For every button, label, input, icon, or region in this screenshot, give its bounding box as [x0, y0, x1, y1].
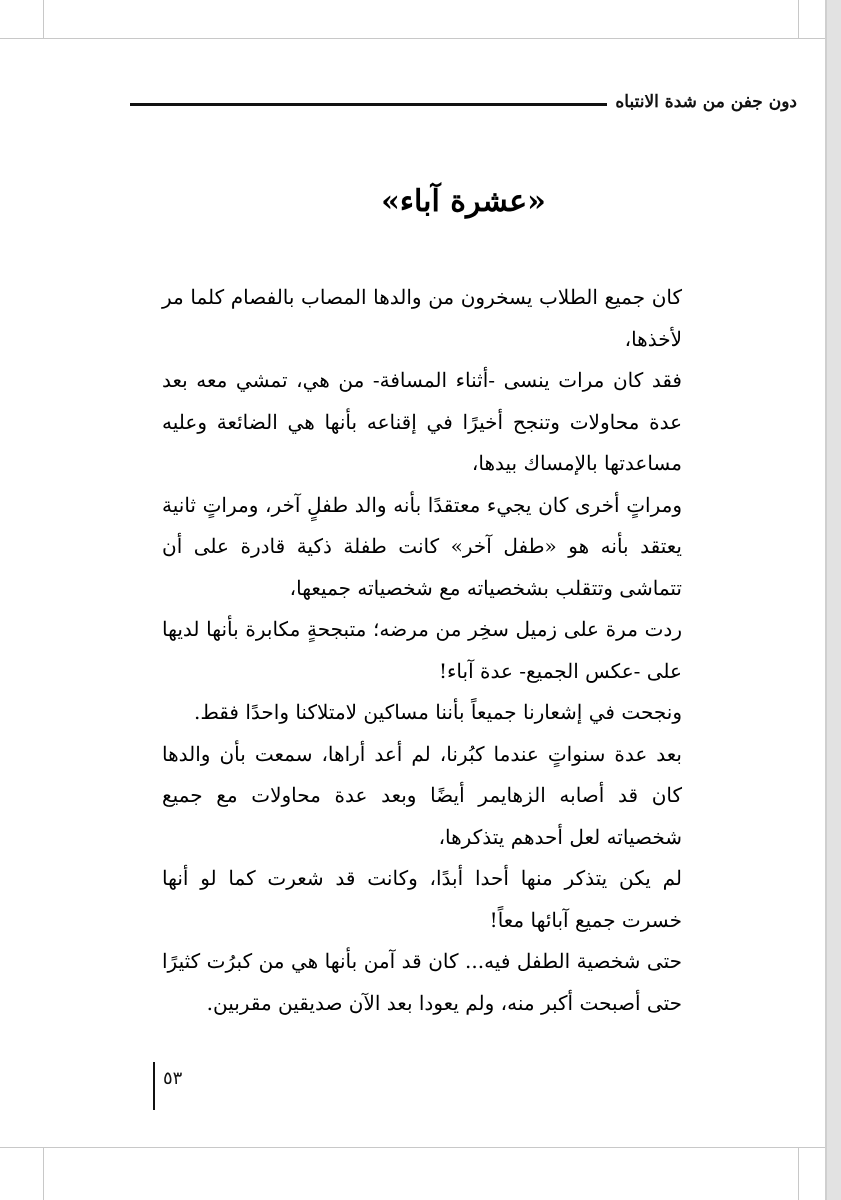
page-number: ٥٣	[163, 1068, 183, 1089]
crop-mark	[43, 0, 44, 38]
crop-mark	[43, 1147, 44, 1200]
paragraph: ونجحت في إشعارنا جميعاً بأننا مساكين لامتلاكنا واحدًا فقط.	[193, 700, 682, 724]
running-head	[130, 88, 797, 116]
paragraph: ردت مرة على زميل سخِر من مرضه؛ متبجحةٍ مكابرة بأنها لديها على -عكس الجميع- عدة آباء!	[162, 617, 682, 683]
crop-mark	[0, 1147, 841, 1148]
page-number-block	[153, 1062, 213, 1110]
page-number-rule	[153, 1062, 155, 1110]
paragraph: فقد كان مرات ينسى -أثناء المسافة- من هي، تمشي معه بعد عدة محاولات وتنجح أخيرًا في إقناعه بأنها هي الضائعة وعليه مساعدتها بالإمساك بيدها،	[162, 368, 682, 475]
running-head-text: دون جفن من شدة الانتباه	[607, 88, 797, 116]
body-text	[162, 277, 682, 1024]
paragraph: بعد عدة سنواتٍ عندما كبُرنا، لم أعد أراها، سمعت بأن والدها كان قد أصابه الزهايمر أيضًا وبعد عدة محاولات مع جميع شخصياته لعل أحدهم يتذكرها،	[162, 741, 682, 849]
paragraph: حتى شخصية الطفل فيه... كان قد آمن بأنها هي من كبرُت كثيرًا حتى أصبحت أكبر منه، ولم يعودا بعد الآن صديقين مقربين.	[162, 949, 682, 1015]
chapter-title: «عشرة آباء»	[381, 184, 546, 219]
crop-mark	[0, 38, 841, 39]
crop-mark	[798, 1147, 799, 1200]
crop-mark	[798, 0, 799, 38]
paragraph: لم يكن يتذكر منها أحدا أبدًا، وكانت قد شعرت كما لو أنها خسرت جميع آبائها معاً!	[162, 866, 682, 932]
paragraph: كان جميع الطلاب يسخرون من والدها المصاب بالفصام كلما مر لأخذها،	[162, 285, 682, 351]
page-edge	[827, 0, 841, 1200]
paragraph: ومراتٍ أخرى كان يجيء معتقدًا بأنه والد طفلٍ آخر، ومراتٍ ثانية يعتقد بأنه هو «طفل آخر» كانت طفلة ذكية قادرة على أن تتماشى وتتقلب بشخصياته مع شخصياته جميعها،	[162, 492, 682, 600]
